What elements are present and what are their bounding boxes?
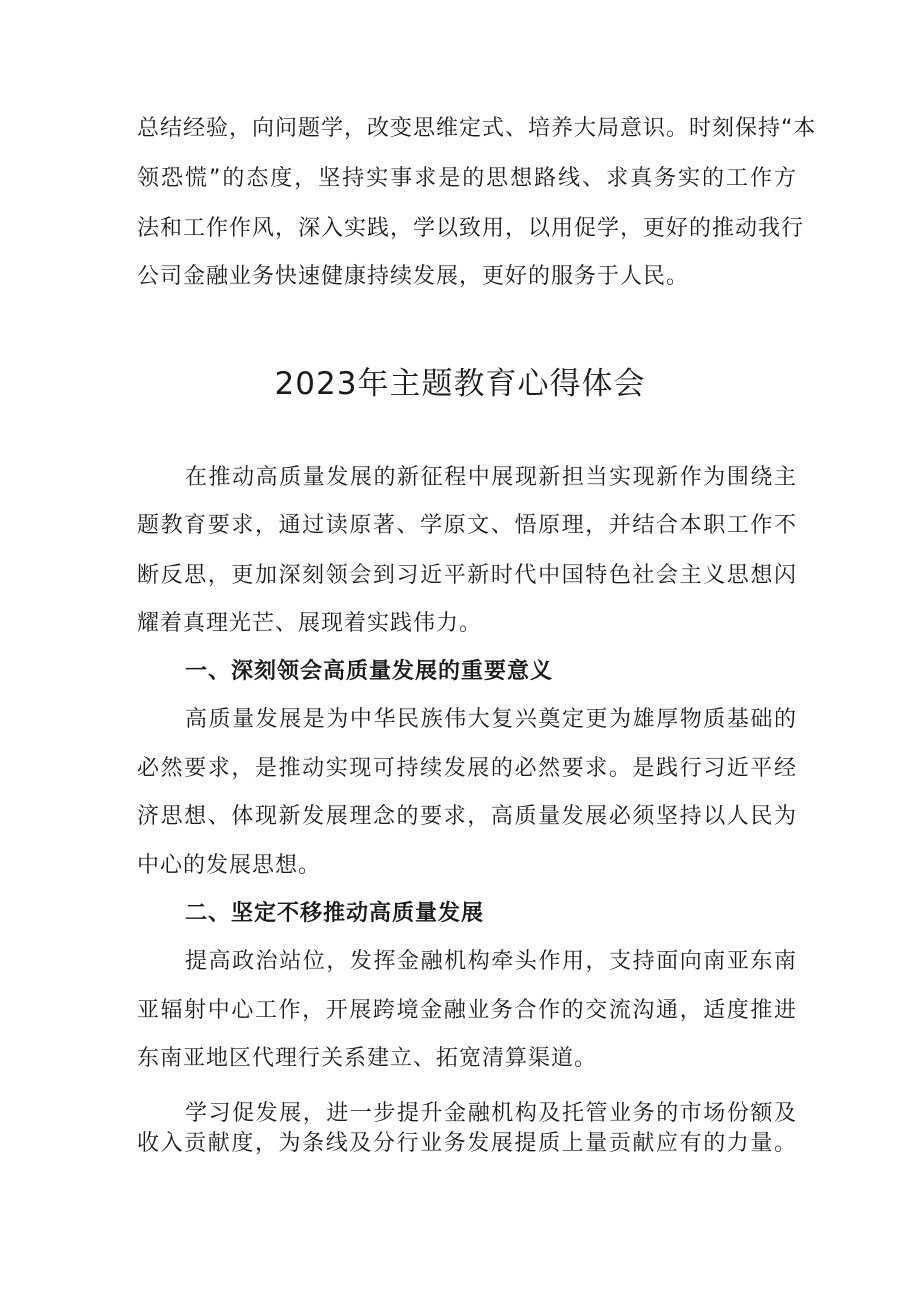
intro-line-4: 耀着真理光芒、展现着实践伟力。 <box>137 611 483 636</box>
section-1-line-1: 高质量发展是为中华民族伟大复兴奠定更为雄厚物质基础的 <box>185 707 797 732</box>
continuation-line-4: 公司金融业务快速健康持续发展，更好的服务于人民。 <box>137 264 690 289</box>
document-title: 2023年主题教育心得体会 <box>274 366 646 402</box>
section-1-line-2: 必然要求，是推动实现可持续发展的必然要求。是践行习近平经 <box>137 756 797 781</box>
section-2-para-2-line-1: 学习促发展，进一步提升金融机构及托管业务的市场份额及 <box>185 1101 797 1126</box>
continuation-line-1: 总结经验，向问题学，改变思维定式、培养大局意识。时刻保持“本 <box>137 116 817 141</box>
section-2-para-1-line-1: 提高政治站位，发挥金融机构牵头作用，支持面向南亚东南 <box>185 949 797 974</box>
section-2-para-1-line-2: 亚辐射中心工作，开展跨境金融业务合作的交流沟通，适度推进 <box>137 998 797 1023</box>
section-2-para-2-line-2: 收入贡献度，为条线及分行业务发展提质上量贡献应有的力量。 <box>137 1131 797 1156</box>
section-1-heading: 一、深刻领会高质量发展的重要意义 <box>185 659 554 684</box>
section-2-para-1-line-3: 东南亚地区代理行关系建立、拓宽清算渠道。 <box>137 1046 598 1071</box>
intro-line-1: 在推动高质量发展的新征程中展现新担当实现新作为围绕主 <box>185 465 797 490</box>
intro-line-2: 题教育要求，通过读原著、学原文、悟原理，并结合本职工作不 <box>137 513 797 538</box>
intro-line-3: 断反思，更加深刻领会到习近平新时代中国特色社会主义思想闪 <box>137 563 797 588</box>
section-2-heading: 二、坚定不移推动高质量发展 <box>185 901 485 926</box>
continuation-line-2: 领恐慌”的态度，坚持实事求是的思想路线、求真务实的工作方 <box>137 166 797 191</box>
section-1-line-3: 济思想、体现新发展理念的要求，高质量发展必须坚持以人民为 <box>137 804 797 829</box>
continuation-line-3: 法和工作作风，深入实践，学以致用，以用促学，更好的推动我行 <box>137 216 805 241</box>
section-1-line-4: 中心的发展思想。 <box>137 853 322 878</box>
